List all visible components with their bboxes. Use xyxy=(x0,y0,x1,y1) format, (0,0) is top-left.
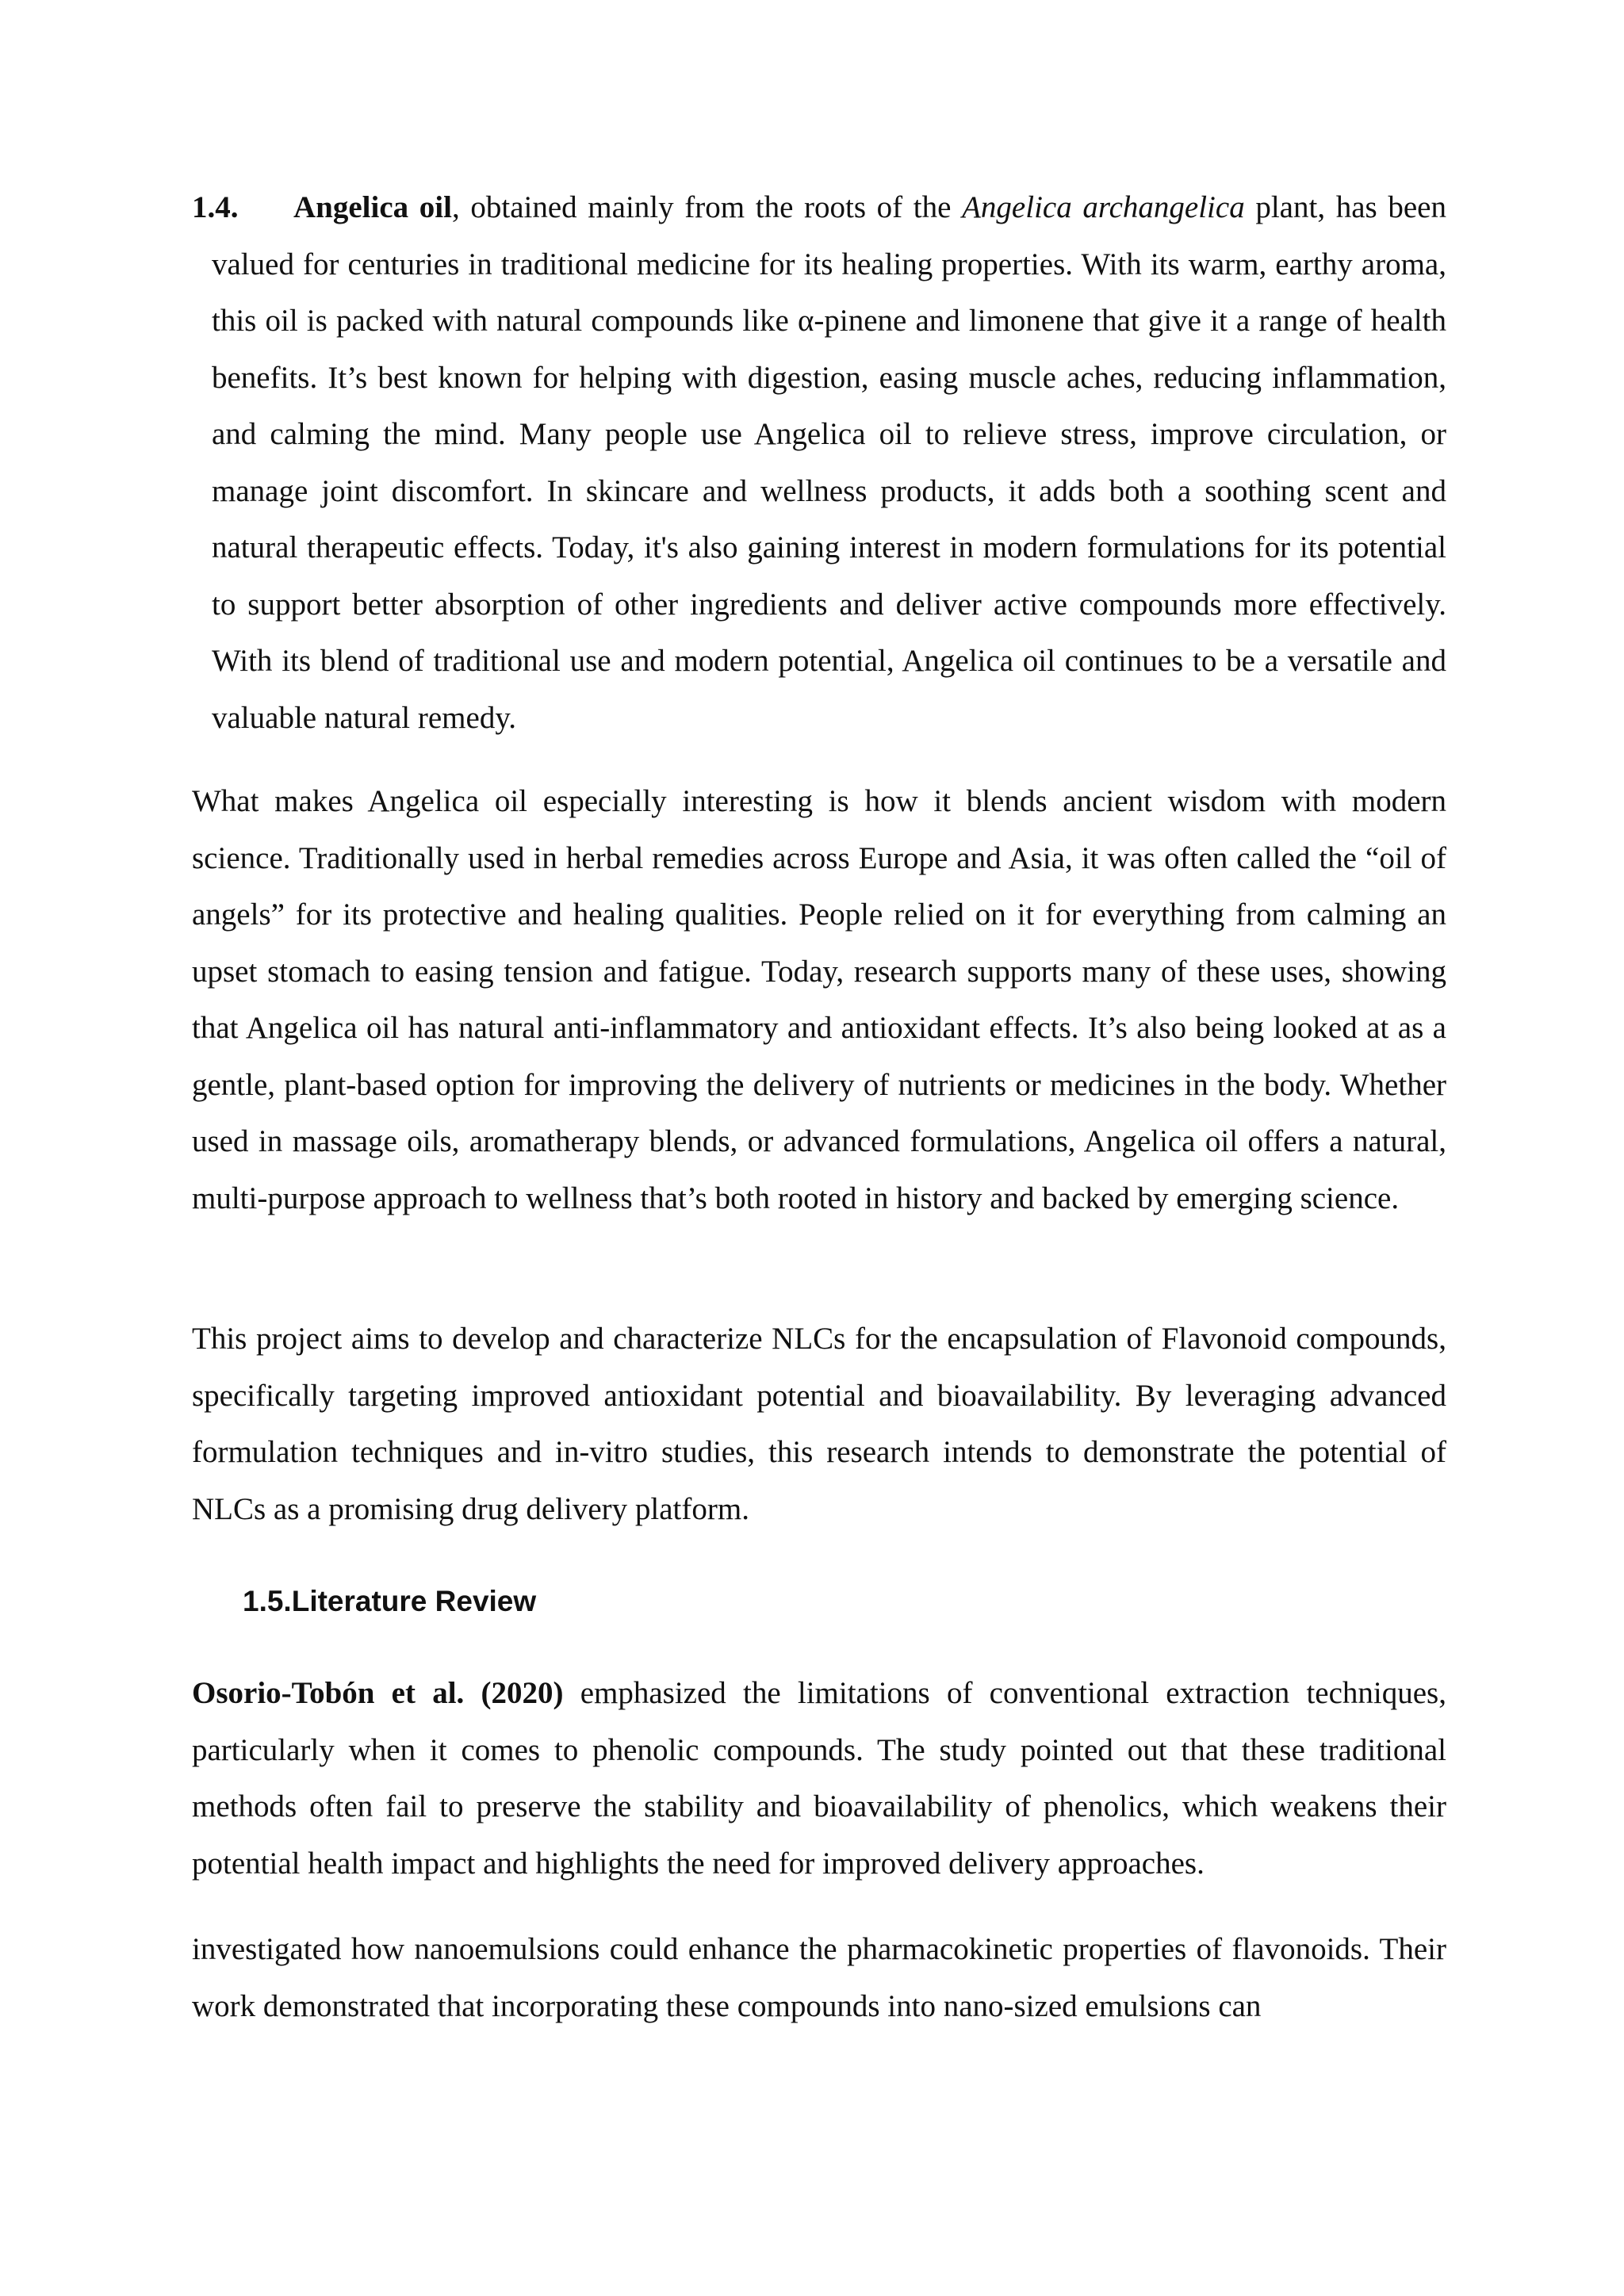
heading-title: Literature Review xyxy=(291,1585,537,1617)
review-text: emphasized the limitations of conventional extraction techniques, particularly when it comes to phenolic compounds. The study pointed out that these traditional methods often fail to preserve the stability and bioavailability of phenolics, which weakens their potential health impact and highlights the need for improved delivery approaches. xyxy=(192,1676,1446,1881)
section-1-4-paragraph xyxy=(192,179,1446,746)
body-paragraph-angelica: What makes Angelica oil especially interesting is how it blends ancient wisdom with modern science. Traditionally used in herbal remedies across Europe and Asia, it was often called the “oil of angels” for its protective and healing qualities. People relied on it for everything from calming an upset stomach to easing tension and fatigue. Today, research supports many of these uses, showing that Angelica oil has natural anti-inflammatory and antioxidant effects. It’s also being looked at as a gentle, plant-based option for improving the delivery of nutrients or medicines in the body. Whether used in massage oils, aromatherapy blends, or advanced formulations, Angelica oil offers a natural, multi-purpose approach to wellness that’s both rooted in history and backed by emerging science. xyxy=(192,784,1446,1215)
literature-review-paragraph-2: investigated how nanoemulsions could enhance the pharmacokinetic properties of flavonoids. Their work demonstrated that incorporating these compounds into nano-sized emulsions can xyxy=(192,1932,1446,2023)
section-number: 1.4. xyxy=(192,190,239,224)
section-text-a: , obtained mainly from the roots of the xyxy=(451,190,963,224)
section-1-5-heading xyxy=(243,1582,536,1621)
section-text-b: plant, has been valued for centuries in traditional medicine for its healing properties. With its warm, earthy aroma, this oil is packed with natural compounds like α-pinene and limonene that give it a range of health benefits. It’s best known for helping with digestion, easing muscle aches, reducing inflammation, and calming the mind. Many people use Angelica oil to relieve stress, improve circulation, or manage joint discomfort. In skincare and wellness products, it adds both a soothing scent and natural therapeutic effects. Today, it's also gaining interest in modern formulations for its potential to support better absorption of other ingredients and deliver active compounds more effectively. With its blend of traditional use and modern potential, Angelica oil continues to be a versatile and valuable natural remedy. xyxy=(212,190,1446,735)
literature-review-paragraph-1 xyxy=(192,1665,1446,1892)
heading-number: 1.5. xyxy=(243,1585,292,1617)
citation: Osorio-Tobón et al. (2020) xyxy=(192,1676,564,1710)
body-paragraph-project-aim: This project aims to develop and characterize NLCs for the encapsulation of Flavonoid compounds, specifically targeting improved antioxidant potential and bioavailability. By leveraging advanced formulation techniques and in-vitro studies, this research intends to demonstrate the potential of NLCs as a promising drug delivery platform. xyxy=(192,1322,1446,1526)
species-name: Angelica archangelica xyxy=(962,190,1245,224)
section-term: Angelica oil xyxy=(293,190,452,224)
